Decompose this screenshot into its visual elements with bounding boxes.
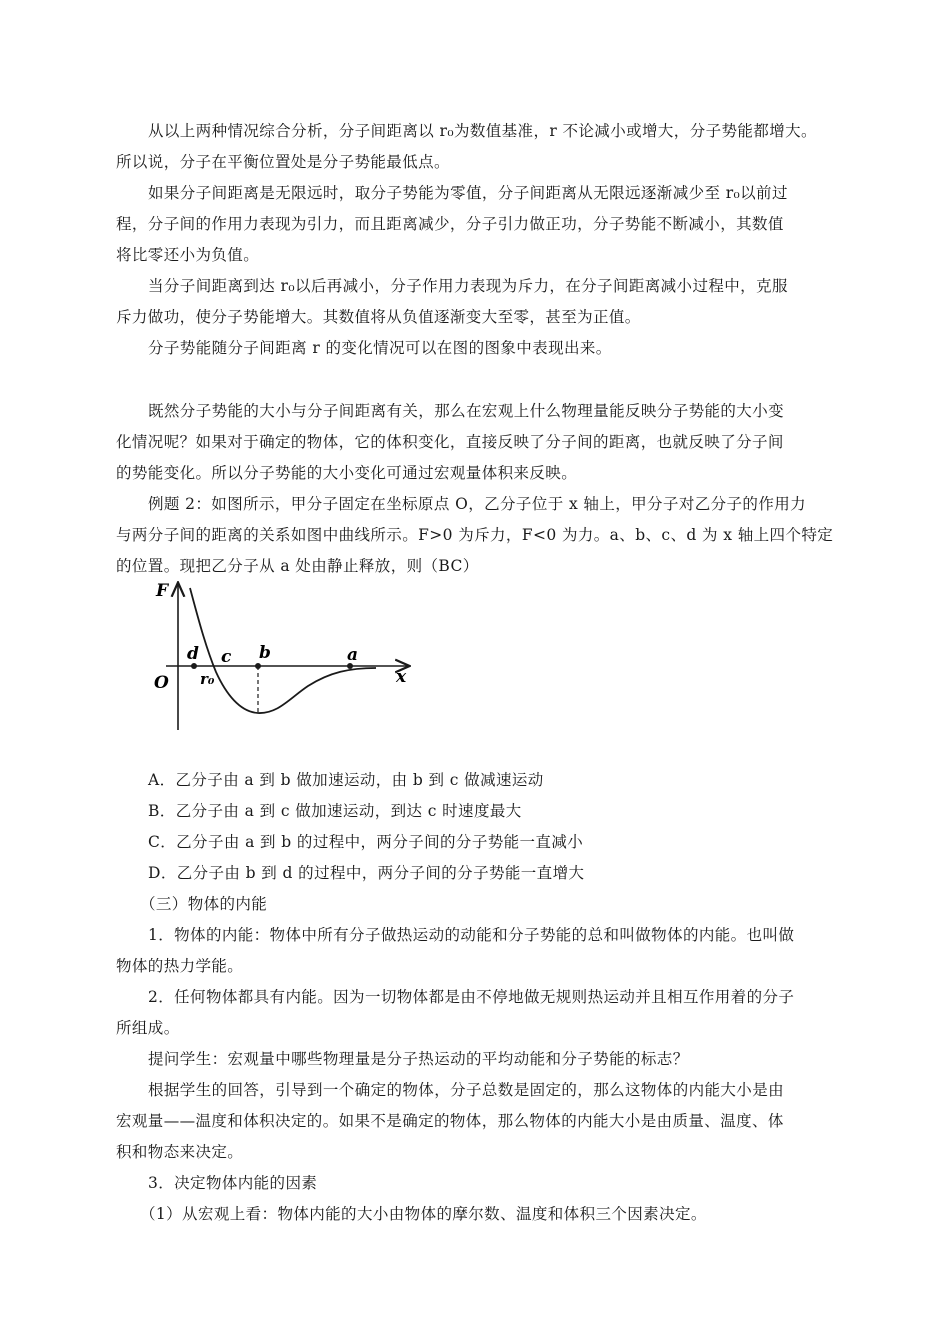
point-b-label: b xyxy=(259,643,271,663)
paragraph-potential-minimum xyxy=(116,116,846,178)
text-line: 的位置。现把乙分子从 a 处由静止释放，则（BC） xyxy=(116,557,479,575)
point-a-label: a xyxy=(347,645,359,665)
paragraph-macro-volume xyxy=(116,396,846,489)
text-line: 根据学生的回答，引导到一个确定的物体，分子总数是固定的，那么这物体的内能大小是由 xyxy=(148,1081,785,1099)
item-factors xyxy=(116,1168,846,1199)
text-line: 所以说，分子在平衡位置处是分子势能最低点。 xyxy=(116,153,450,171)
text-line: 的势能变化。所以分子势能的大小变化可通过宏观量体积来反映。 xyxy=(116,464,578,482)
section-title: （三）物体的内能 xyxy=(140,895,268,913)
option-b: B．乙分子由 a 到 c 做加速运动，到达 c 时速度最大 xyxy=(148,802,522,820)
text-line: 与两分子间的距离的关系如图中曲线所示。F>0 为斥力，F<0 为力。a、b、c、d 为 x 轴上四个特定 xyxy=(116,526,834,544)
answer-paragraph xyxy=(116,1075,846,1168)
text-line: 提问学生：宏观量中哪些物理量是分子热运动的平均动能和分子势能的标志？ xyxy=(148,1050,689,1068)
text-line: 积和物态来决定。 xyxy=(116,1143,244,1161)
text-line: 如果分子间距离是无限远时，取分子势能为零值，分子间距离从无限远逐渐减少至 r₀以前过 xyxy=(148,184,788,202)
question-paragraph xyxy=(116,1044,846,1075)
point-d-label: d xyxy=(187,644,199,664)
text-line: 宏观量——温度和体积决定的。如果不是确定的物体，那么物体的内能大小是由质量、温度、体 xyxy=(116,1112,784,1130)
text-line: 3．决定物体内能的因素 xyxy=(148,1174,318,1192)
text-line: 既然分子势能的大小与分子间距离有关，那么在宏观上什么物理量能反映分子势能的大小变 xyxy=(148,402,785,420)
x-axis-label: x xyxy=(396,667,407,687)
option-c: C．乙分子由 a 到 b 的过程中，两分子间的分子势能一直减小 xyxy=(148,833,584,851)
text-line: 斥力做功，使分子势能增大。其数值将从负值逐渐变大至零，甚至为正值。 xyxy=(116,308,641,326)
text-line: 物体的热力学能。 xyxy=(116,957,244,975)
paragraph-example-2 xyxy=(116,489,846,582)
text-line: 1．物体的内能：物体中所有分子做热运动的动能和分子势能的总和叫做物体的内能。也叫做 xyxy=(148,926,795,944)
origin-label: O xyxy=(154,673,169,693)
option-d: D．乙分子由 b 到 d 的过程中，两分子间的分子势能一直增大 xyxy=(148,864,585,882)
item-factors-macro xyxy=(116,1199,846,1230)
section-heading xyxy=(116,889,846,920)
answer-options xyxy=(116,765,846,889)
r0-label: r₀ xyxy=(200,670,215,688)
paragraph-graph-reference xyxy=(116,333,846,364)
item-all-have-energy xyxy=(116,982,846,1044)
text-line: 分子势能随分子间距离 r 的变化情况可以在图的图象中表现出来。 xyxy=(148,339,612,357)
point-b-dot xyxy=(255,663,261,669)
text-line: 化情况呢？如果对于确定的物体，它的体积变化，直接反映了分子间的距离，也就反映了分子间 xyxy=(116,433,784,451)
text-line: 例题 2：如图所示，甲分子固定在坐标原点 O，乙分子位于 x 轴上，甲分子对乙分子的作用力 xyxy=(148,495,807,513)
paragraph-repulsion xyxy=(116,271,846,333)
text-line: 从以上两种情况综合分析，分子间距离以 r₀为数值基准，r 不论减小或增大，分子势能都增大。 xyxy=(148,122,817,140)
y-axis-label: F xyxy=(156,581,169,601)
item-internal-energy xyxy=(116,920,846,982)
text-line: 将比零还小为负值。 xyxy=(116,246,260,264)
text-line: （1）从宏观上看：物体内能的大小由物体的摩尔数、温度和体积三个因素决定。 xyxy=(140,1205,707,1223)
text-line: 当分子间距离到达 r₀以后再减小，分子作用力表现为斥力，在分子间距离减小过程中，克服 xyxy=(148,277,788,295)
text-line: 2．任何物体都具有内能。因为一切物体都是由不停地做无规则热运动并且相互作用着的分子 xyxy=(148,988,795,1006)
option-a: A．乙分子由 a 到 b 做加速运动，由 b 到 c 做减速运动 xyxy=(148,771,544,789)
point-c-label: c xyxy=(221,647,232,667)
text-line: 程，分子间的作用力表现为引力，而且距离减少，分子引力做正功，分子势能不断减小，其数值 xyxy=(116,215,784,233)
text-line: 所组成。 xyxy=(116,1019,180,1037)
paragraph-infinite-distance xyxy=(116,178,846,271)
force-distance-figure xyxy=(150,578,420,738)
